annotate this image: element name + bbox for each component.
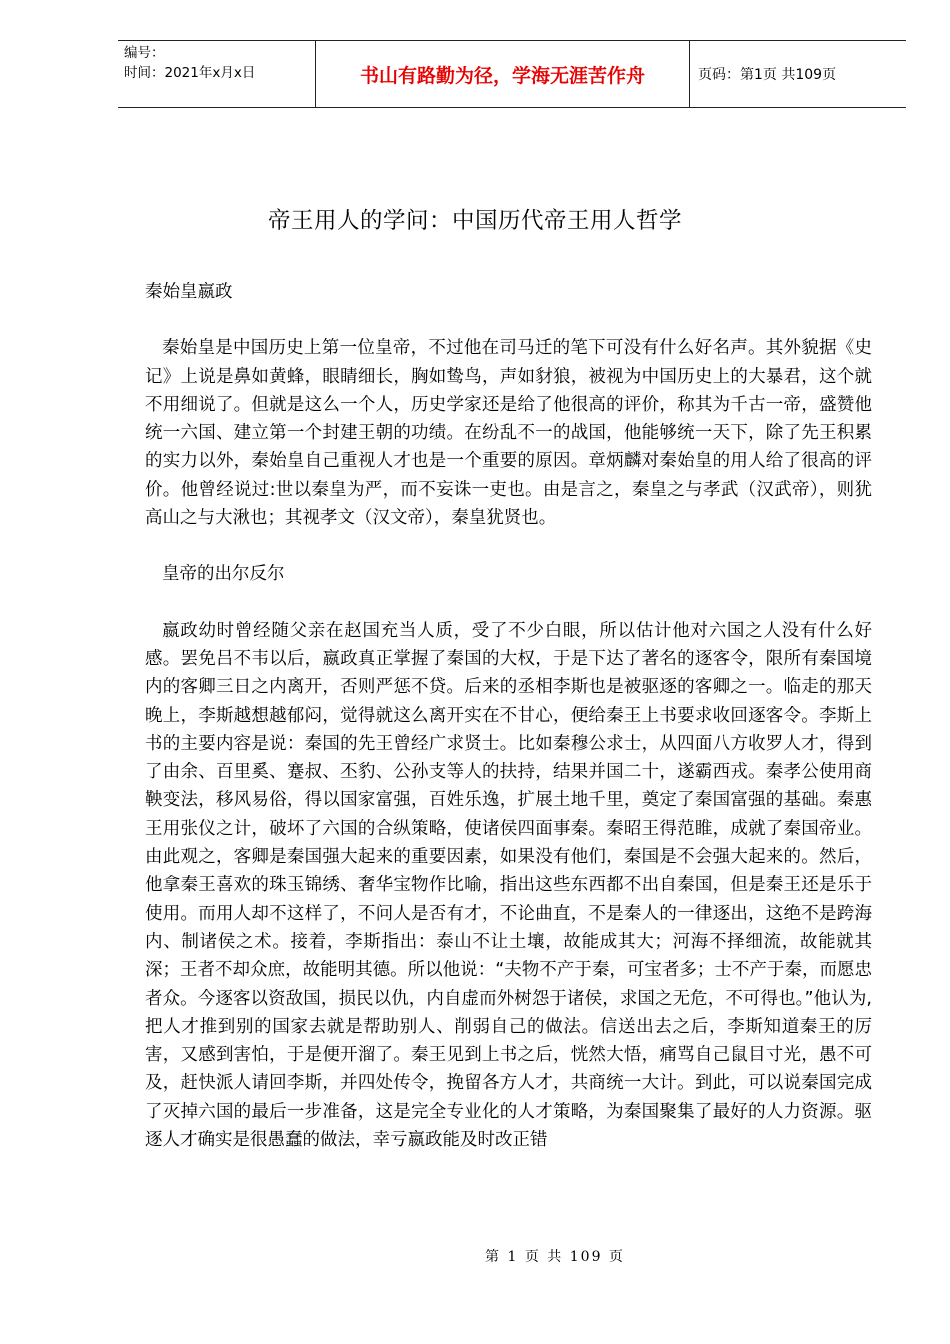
header-motto: 书山有路勤为径，学海无涯苦作舟 [315,41,690,107]
document-number-label: 编号： [124,45,165,61]
header-meta [124,43,314,83]
document-time-label: 时间：2021年x月x日 [124,65,256,81]
subheading: 皇帝的出尔反尔 [162,564,285,585]
document-body [145,278,872,1154]
paragraph-1: 秦始皇是中国历史上第一位皇帝，不过他在司马迁的笔下可没有什么好名声。其外貌据《史记》上说是鼻如黄蜂，眼睛细长，胸如鸷鸟，声如豺狼，被视为中国历史上的大暴君，这个就不用细说了。但就是这么一个人，历史学家还是给了他很高的评价，称其为千古一帝，盛赞他统一六国、建立第一个封建王朝的功绩。在纷乱不一的战国，他能够统一天下，除了先王积累的实力以外，秦始皇自己重视人才也是一个重要的原因。章炳麟对秦始皇的用人给了很高的评价。他曾经说过:世以秦皇为严，而不妄诛一吏也。由是言之，秦皇之与孝武（汉武帝），则犹高山之与大湫也；其视孝文（汉文帝），秦皇犹贤也。 [145,338,872,529]
page-header [118,40,906,108]
document-title: 帝王用人的学问：中国历代帝王用人哲学 [267,208,682,234]
header-page-info: 页码：第1页 共109页 [698,67,837,83]
page-footer [0,1246,950,1266]
section-heading: 秦始皇嬴政 [145,282,233,302]
footer-page-number: 第 1 页 共 109 页 [485,1249,625,1265]
paragraph-2: 嬴政幼时曾经随父亲在赵国充当人质，受了不少白眼，所以估计他对六国之人没有什么好感。罢免吕不韦以后，嬴政真正掌握了秦国的大权，于是下达了著名的逐客令，限所有秦国境内的客卿三日之内离开，否则严惩不贷。后来的丞相李斯也是被驱逐的客卿之一。临走的那天晚上，李斯越想越郁闷，觉得就这么离开实在不甘心，便给秦王上书要求收回逐客令。李斯上书的主要内容是说：秦国的先王曾经广求贤士。比如秦穆公求士，从四面八方收罗人才，得到了由余、百里奚、蹇叔、丕豹、公孙支等人的扶持，结果并国二十，遂霸西戎。秦孝公使用商鞅变法，移风易俗，得以国家富强，百姓乐逸，扩展土地千里，奠定了秦国富强的基础。秦惠王用张仪之计，破坏了六国的合纵策略，使诸侯四面事秦。秦昭王得范睢，成就了秦国帝业。由此观之，客卿是秦国强大起来的重要因素，如果没有他们，秦国是不会强大起来的。然后，他拿秦王喜欢的珠玉锦绣、奢华宝物作比喻，指出这些东西都不出自秦国，但是秦王还是乐于使用。而用人却不这样了，不问人是否有才，不论曲直，不是秦人的一律逐出，这绝不是跨海内、制诸侯之术。接着，李斯指出：泰山不让土壤，故能成其大；河海不择细流，故能就其深；王者不却众庶，故能明其德。所以他说：“夫物不产于秦，可宝者多；士不产于秦，而愿忠者众。今逐客以资敌国，损民以仇，内自虚而外树怨于诸侯，求国之无危，不可得也。”他认为,把人才推到别的国家去就是帮助别人、削弱自己的做法。信送出去之后，李斯知道秦王的厉害，又感到害怕，于是便开溜了。秦王见到上书之后，恍然大悟，痛骂自己鼠目寸光，愚不可及，赶快派人请回李斯，并四处传令，挽留各方人才，共商统一大计。到此，可以说秦国完成了灭掉六国的最后一步准备，这是完全专业化的人才策略，为秦国聚集了最好的人力资源。驱逐人才确实是很愚蠢的做法，幸亏嬴政能及时改正错 [145,620,872,1151]
